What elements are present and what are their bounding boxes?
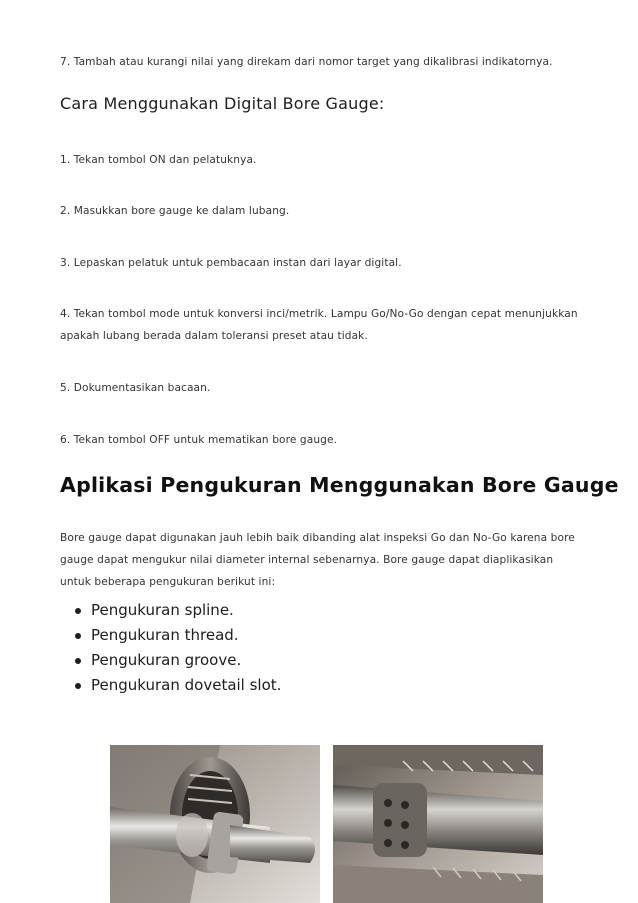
digital-step-1: 1. Tekan tombol ON dan pelatuknya. bbox=[60, 153, 257, 166]
applications-heading: Aplikasi Pengukuran Menggunakan Bore Gauge bbox=[60, 473, 619, 497]
digital-step-5: 5. Dokumentasikan bacaan. bbox=[60, 381, 211, 394]
list-item: Pengukuran dovetail slot. bbox=[60, 673, 281, 698]
list-item: Pengukuran thread. bbox=[60, 623, 281, 648]
applications-intro: Bore gauge dapat digunakan jauh lebih baik dibanding alat inspeksi Go dan No-Go karena bore gauge dapat mengukur nilai diameter internal sebenarnya. Bore gauge dapat diaplikasikan untuk beberapa pengukuran berikut ini: bbox=[60, 531, 575, 588]
bore-gauge-spline-photo bbox=[110, 745, 320, 903]
step-7-text: 7. Tambah atau kurangi nilai yang direkam dari nomor target yang dikalibrasi indikatornya. bbox=[60, 55, 553, 68]
digital-step-6: 6. Tekan tombol OFF untuk mematikan bore gauge. bbox=[60, 433, 338, 446]
applications-list bbox=[60, 598, 281, 698]
digital-bore-gauge-heading: Cara Menggunakan Digital Bore Gauge: bbox=[60, 94, 385, 113]
digital-step-2: 2. Masukkan bore gauge ke dalam lubang. bbox=[60, 204, 290, 217]
list-item: Pengukuran groove. bbox=[60, 648, 281, 673]
list-item: Pengukuran spline. bbox=[60, 598, 281, 623]
digital-step-4: 4. Tekan tombol mode untuk konversi inci/metrik. Lampu Go/No-Go dengan cepat menunjukkan apakah lubang berada dalam toleransi preset atau tidak. bbox=[60, 307, 578, 342]
bore-gauge-thread-photo bbox=[333, 745, 543, 903]
digital-step-3: 3. Lepaskan pelatuk untuk pembacaan instan dari layar digital. bbox=[60, 256, 402, 269]
